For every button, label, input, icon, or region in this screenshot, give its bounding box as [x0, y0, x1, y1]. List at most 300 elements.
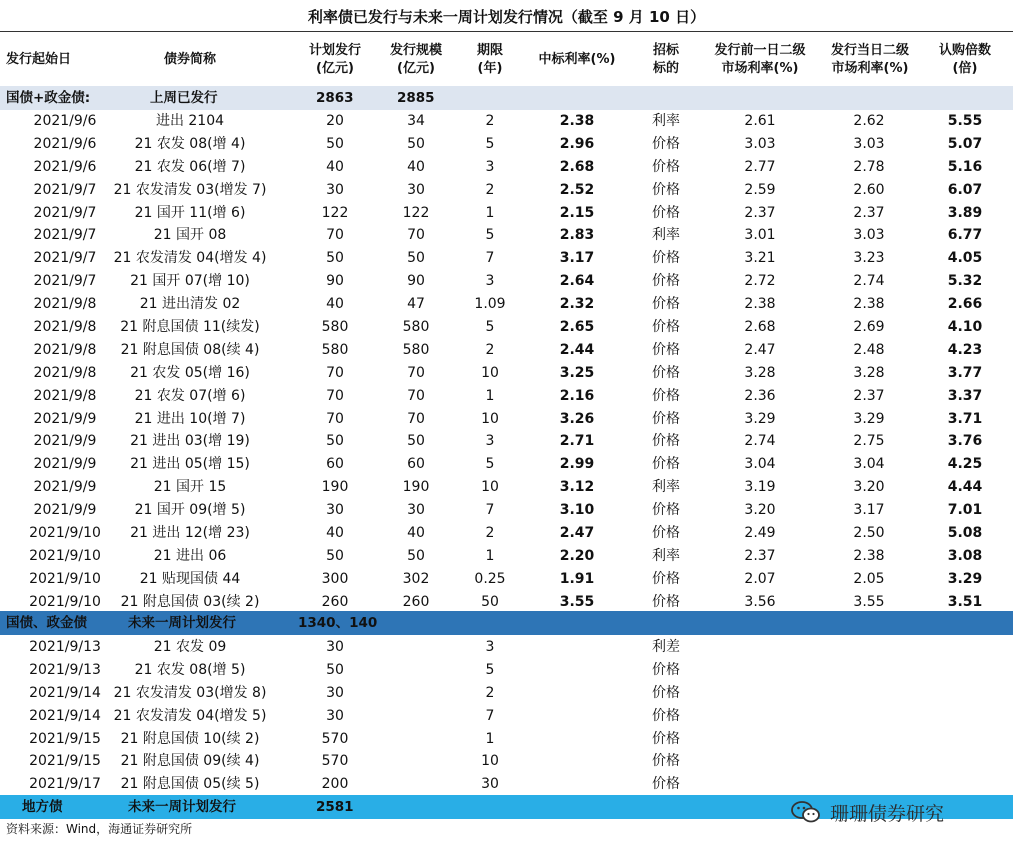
table-cell: 2	[485, 684, 495, 701]
header-issued: 发行规模 (亿元)	[389, 43, 442, 76]
table-cell: 3	[485, 158, 495, 175]
table-cell: 2021/9/14	[29, 707, 101, 724]
table-cell: 0.25	[474, 570, 506, 587]
table-cell: 2021/9/9	[33, 433, 97, 450]
table-cell: 30	[481, 776, 499, 793]
table-cell: 21 进出 05(增 15)	[130, 456, 250, 473]
table-cell: 21 附息国债 10(续 2)	[120, 730, 260, 747]
table-cell: 2.47	[559, 525, 595, 542]
table-row	[0, 476, 1013, 499]
table-cell: 30	[326, 707, 344, 724]
table-row	[0, 385, 1013, 408]
table-cell: 2021/9/14	[29, 684, 101, 701]
group-sub-label: 未来一周计划发行	[128, 799, 236, 815]
table-cell: 7	[485, 250, 495, 267]
table-cell: 30	[407, 181, 425, 198]
table-cell: 价格	[652, 158, 680, 175]
table-cell: 3.77	[947, 364, 983, 381]
table-cell: 50	[326, 433, 344, 450]
table-cell: 3.56	[744, 593, 776, 610]
table-cell: 21 农发 09	[153, 639, 227, 655]
table-cell: 3.71	[947, 410, 983, 427]
header-subscription-ratio: 认购倍数 (倍)	[938, 43, 991, 76]
table-cell: 2021/9/9	[33, 410, 97, 427]
table-cell: 2021/9/15	[29, 730, 101, 747]
table-cell: 1	[485, 387, 495, 404]
wechat-icon	[790, 800, 822, 824]
table-cell: 21 国开 07(增 10)	[130, 273, 250, 290]
table-cell: 3.55	[853, 593, 885, 610]
table-cell: 2021/9/10	[29, 593, 101, 610]
group-band-issued	[0, 86, 1013, 110]
table-cell: 1	[485, 730, 495, 747]
table-cell: 7	[485, 707, 495, 724]
table-cell: 5	[485, 227, 495, 244]
table-title: 利率债已发行与未来一周计划发行情况（截至 9 月 10 日）	[307, 8, 706, 26]
table-cell: 2.32	[559, 296, 595, 313]
table-cell: 122	[321, 204, 349, 221]
table-cell: 50	[326, 547, 344, 564]
table-row	[0, 202, 1013, 225]
table-cell: 3.03	[744, 135, 776, 152]
table-cell: 利率	[652, 479, 680, 496]
table-cell: 21 进出 12(增 23)	[130, 525, 250, 542]
table-cell: 2021/9/7	[33, 181, 97, 198]
table-cell: 30	[407, 502, 425, 519]
watermark	[790, 797, 944, 827]
table-cell: 2.37	[853, 387, 885, 404]
table-cell: 2.59	[744, 181, 776, 198]
table-cell: 2.47	[744, 341, 776, 358]
table-cell: 2.50	[853, 525, 885, 542]
table-cell: 3.04	[853, 456, 885, 473]
table-row	[0, 179, 1013, 202]
table-cell: 4.44	[947, 479, 983, 496]
table-cell: 70	[407, 227, 425, 244]
table-cell: 4.10	[947, 319, 983, 336]
table-cell: 50	[407, 250, 425, 267]
group-label: 国债+政金债:	[6, 90, 91, 106]
planned-rows	[0, 636, 1013, 796]
table-cell: 价格	[652, 776, 680, 793]
table-cell: 2.74	[853, 273, 885, 290]
table-cell: 3.26	[559, 410, 595, 427]
table-cell: 21 国开 11(增 6)	[134, 204, 246, 221]
table-cell: 580	[321, 341, 349, 358]
table-cell: 302	[402, 570, 430, 587]
table-cell: 70	[326, 387, 344, 404]
group-planned-total: 2581	[316, 799, 354, 815]
table-cell: 2.77	[744, 158, 776, 175]
table-cell: 2.69	[853, 319, 885, 336]
table-cell: 21 农发清发 03(增发 7)	[113, 181, 267, 198]
table-cell: 21 农发清发 04(增发 4)	[113, 250, 267, 267]
table-cell: 580	[402, 319, 430, 336]
table-row	[0, 316, 1013, 339]
table-row	[0, 133, 1013, 156]
table-cell: 3.23	[853, 250, 885, 267]
table-cell: 2021/9/17	[29, 776, 101, 793]
table-cell: 2.49	[744, 525, 776, 542]
table-row	[0, 773, 1013, 796]
table-cell: 2.07	[744, 570, 776, 587]
table-cell: 价格	[652, 341, 680, 358]
table-cell: 21 农发 08(增 4)	[134, 135, 246, 152]
table-cell: 2.83	[559, 227, 595, 244]
table-cell: 5.16	[947, 158, 983, 175]
table-cell: 价格	[652, 273, 680, 290]
table-row	[0, 408, 1013, 431]
table-cell: 5	[485, 661, 495, 678]
table-cell: 21 农发 06(增 7)	[134, 158, 246, 175]
table-cell: 4.25	[947, 456, 983, 473]
table-cell: 300	[321, 570, 349, 587]
header-rate-same-day: 发行当日二级 市场利率(%)	[830, 43, 909, 76]
table-cell: 50	[326, 661, 344, 678]
table-cell: 价格	[652, 410, 680, 427]
table-row	[0, 705, 1013, 728]
table-cell: 21 进出 06	[153, 547, 227, 564]
table-cell: 260	[321, 593, 349, 610]
table-row	[0, 659, 1013, 682]
table-row	[0, 545, 1013, 568]
table-cell: 190	[402, 479, 430, 496]
table-cell: 2.37	[744, 204, 776, 221]
header-rate-before: 发行前一日二级 市场利率(%)	[714, 43, 806, 76]
table-cell: 3.12	[559, 479, 595, 496]
table-cell: 21 国开 08	[153, 227, 227, 244]
table-cell: 价格	[652, 753, 680, 770]
table-cell: 6.07	[947, 181, 983, 198]
table-cell: 5	[485, 135, 495, 152]
table-cell: 价格	[652, 525, 680, 542]
header-winning-rate: 中标利率(%)	[538, 52, 616, 67]
table-cell: 2.71	[559, 433, 595, 450]
table-cell: 2.75	[853, 433, 885, 450]
table-cell: 21 农发清发 04(增发 5)	[113, 707, 267, 724]
table-cell: 3.03	[853, 227, 885, 244]
table-cell: 3.17	[853, 502, 885, 519]
table-cell: 价格	[652, 204, 680, 221]
table-cell: 570	[321, 753, 349, 770]
table-cell: 价格	[652, 250, 680, 267]
table-cell: 3.20	[853, 479, 885, 496]
issued-rows	[0, 110, 1013, 614]
table-cell: 2021/9/7	[33, 227, 97, 244]
table-cell: 3.04	[744, 456, 776, 473]
table-row	[0, 728, 1013, 751]
table-cell: 1	[485, 547, 495, 564]
table-cell: 190	[321, 479, 349, 496]
table-cell: 3	[485, 273, 495, 290]
table-cell: 2.72	[744, 273, 776, 290]
table-cell: 2.48	[853, 341, 885, 358]
table-cell: 价格	[652, 502, 680, 519]
table-cell: 2021/9/7	[33, 250, 97, 267]
table-cell: 47	[407, 296, 425, 313]
table-cell: 2.60	[853, 181, 885, 198]
table-cell: 21 进出 10(增 7)	[134, 410, 246, 427]
table-cell: 1.91	[559, 570, 595, 587]
table-cell: 3.01	[744, 227, 776, 244]
table-cell: 2021/9/8	[33, 387, 97, 404]
table-cell: 2.05	[853, 570, 885, 587]
table-cell: 21 农发 07(增 6)	[134, 387, 246, 404]
table-cell: 价格	[652, 456, 680, 473]
table-row	[0, 110, 1013, 133]
table-cell: 40	[407, 158, 425, 175]
table-cell: 2.61	[744, 113, 776, 129]
table-row	[0, 522, 1013, 545]
table-cell: 利差	[652, 639, 680, 655]
table-cell: 30	[326, 684, 344, 701]
table-cell: 利率	[652, 113, 680, 129]
table-cell: 2021/9/6	[33, 158, 97, 175]
table-row	[0, 682, 1013, 705]
table-cell: 2	[485, 525, 495, 542]
group-sub-label: 上周已发行	[150, 90, 218, 106]
table-cell: 2.78	[853, 158, 885, 175]
group-label: 国债、政金债	[6, 615, 87, 631]
table-row	[0, 339, 1013, 362]
table-cell: 40	[407, 525, 425, 542]
table-cell: 2.44	[559, 341, 595, 358]
table-cell: 2.38	[853, 547, 885, 564]
table-cell: 2021/9/10	[29, 570, 101, 587]
table-cell: 30	[326, 502, 344, 519]
table-cell: 50	[326, 135, 344, 152]
table-cell: 3.10	[559, 502, 595, 519]
table-cell: 2.62	[853, 113, 885, 129]
group-label: 地方债	[22, 799, 63, 815]
table-cell: 2021/9/10	[29, 547, 101, 564]
table-cell: 570	[321, 730, 349, 747]
table-cell: 2021/9/10	[29, 525, 101, 542]
table-cell: 2021/9/7	[33, 273, 97, 290]
table-cell: 4.05	[947, 250, 983, 267]
table-row	[0, 750, 1013, 773]
table-row	[0, 156, 1013, 179]
table-cell: 5	[485, 456, 495, 473]
table-cell: 2.52	[559, 181, 595, 198]
table-cell: 2.37	[744, 547, 776, 564]
table-cell: 2021/9/15	[29, 753, 101, 770]
table-cell: 2021/9/6	[33, 135, 97, 152]
table-cell: 21 附息国债 09(续 4)	[120, 753, 260, 770]
table-cell: 4.23	[947, 341, 983, 358]
source-note: 资料来源：Wind，海通证券研究所	[6, 822, 193, 836]
table-cell: 3	[485, 639, 495, 655]
table-cell: 2021/9/9	[33, 479, 97, 496]
table-cell: 3.03	[853, 135, 885, 152]
watermark-text: 珊珊债券研究	[830, 802, 945, 825]
table-cell: 2021/9/8	[33, 341, 97, 358]
table-cell: 580	[402, 341, 430, 358]
table-row	[0, 362, 1013, 385]
table-cell: 2.74	[744, 433, 776, 450]
title-rule	[0, 31, 1013, 32]
table-cell: 2.64	[559, 273, 595, 290]
table-cell: 3.55	[559, 593, 595, 610]
table-cell: 3.28	[853, 364, 885, 381]
table-cell: 5.08	[947, 525, 983, 542]
table-cell: 10	[481, 410, 499, 427]
table-cell: 3.29	[853, 410, 885, 427]
group-planned-total: 2863	[316, 90, 354, 106]
table-cell: 价格	[652, 181, 680, 198]
table-cell: 21 农发 05(增 16)	[130, 364, 250, 381]
table-cell: 21 附息国债 08(续 4)	[120, 341, 260, 358]
table-row	[0, 568, 1013, 591]
table-cell: 价格	[652, 135, 680, 152]
table-cell: 10	[481, 753, 499, 770]
table-cell: 34	[407, 113, 425, 129]
table-cell: 2	[485, 113, 495, 129]
table-cell: 70	[407, 410, 425, 427]
table-cell: 3.28	[744, 364, 776, 381]
table-cell: 3.51	[947, 593, 983, 610]
table-cell: 3	[485, 433, 495, 450]
table-cell: 21 附息国债 05(续 5)	[120, 776, 260, 793]
header-start-date: 发行起始日	[6, 52, 72, 67]
table-cell: 2021/9/6	[33, 113, 97, 129]
table-cell: 2021/9/8	[33, 296, 97, 313]
table-cell: 122	[402, 204, 430, 221]
table-cell: 7	[485, 502, 495, 519]
table-row	[0, 499, 1013, 522]
table-cell: 5.32	[947, 273, 983, 290]
group-planned-total: 1340、140	[298, 615, 378, 631]
table-cell: 5.07	[947, 135, 983, 152]
table-cell: 5.55	[947, 113, 983, 129]
table-row	[0, 247, 1013, 270]
table-cell: 2.20	[559, 547, 595, 564]
table-cell: 70	[407, 364, 425, 381]
table-cell: 价格	[652, 730, 680, 747]
table-cell: 30	[326, 181, 344, 198]
table-cell: 价格	[652, 387, 680, 404]
table-cell: 利率	[652, 227, 680, 244]
table-cell: 3.19	[744, 479, 776, 496]
table-header	[0, 34, 1013, 86]
table-cell: 价格	[652, 707, 680, 724]
table-cell: 2	[485, 341, 495, 358]
table-cell: 60	[407, 456, 425, 473]
table-row	[0, 430, 1013, 453]
table-row	[0, 270, 1013, 293]
table-cell: 21 农发清发 03(增发 8)	[113, 684, 267, 701]
table-cell: 2.68	[559, 158, 595, 175]
table-cell: 5	[485, 319, 495, 336]
table-cell: 3.20	[744, 502, 776, 519]
table-cell: 3.89	[947, 204, 983, 221]
table-cell: 利率	[652, 547, 680, 564]
table-cell: 2.66	[947, 296, 983, 313]
table-cell: 260	[402, 593, 430, 610]
table-cell: 70	[407, 387, 425, 404]
group-issued-total: 2885	[397, 90, 435, 106]
table-cell: 50	[407, 135, 425, 152]
table-cell: 3.08	[947, 547, 983, 564]
table-cell: 40	[326, 296, 344, 313]
table-cell: 2.65	[559, 319, 595, 336]
table-cell: 21 进出清发 02	[139, 296, 241, 313]
table-cell: 20	[326, 113, 344, 129]
group-band-planned	[0, 611, 1013, 635]
table-cell: 50	[326, 250, 344, 267]
table-cell: 价格	[652, 319, 680, 336]
table-cell: 进出 2104	[155, 113, 225, 129]
table-cell: 2021/9/13	[29, 639, 101, 655]
table-cell: 2.38	[853, 296, 885, 313]
table-cell: 70	[326, 364, 344, 381]
table-cell: 2021/9/9	[33, 456, 97, 473]
table-cell: 2	[485, 181, 495, 198]
table-cell: 3.17	[559, 250, 595, 267]
table-cell: 2.36	[744, 387, 776, 404]
table-cell: 60	[326, 456, 344, 473]
table-row	[0, 636, 1013, 659]
table-cell: 2.16	[559, 387, 595, 404]
table-cell: 2.99	[559, 456, 595, 473]
table-cell: 价格	[652, 570, 680, 587]
table-cell: 50	[407, 547, 425, 564]
table-cell: 90	[407, 273, 425, 290]
table-cell: 2.38	[559, 113, 595, 129]
header-planned: 计划发行 (亿元)	[308, 43, 361, 76]
table-cell: 2.68	[744, 319, 776, 336]
table-cell: 21 国开 09(增 5)	[134, 502, 246, 519]
table-cell: 21 贴现国债 44	[139, 570, 241, 587]
table-cell: 2021/9/8	[33, 319, 97, 336]
table-cell: 50	[407, 433, 425, 450]
table-cell: 70	[326, 410, 344, 427]
table-cell: 6.77	[947, 227, 983, 244]
table-cell: 价格	[652, 296, 680, 313]
table-cell: 70	[326, 227, 344, 244]
table-cell: 2021/9/7	[33, 204, 97, 221]
table-cell: 2.15	[559, 204, 595, 221]
table-cell: 200	[321, 776, 349, 793]
table-cell: 21 附息国债 11(续发)	[120, 319, 260, 336]
table-row	[0, 224, 1013, 247]
table-cell: 3.37	[947, 387, 983, 404]
table-cell: 580	[321, 319, 349, 336]
table-cell: 2021/9/8	[33, 364, 97, 381]
table-cell: 3.29	[744, 410, 776, 427]
table-cell: 价格	[652, 593, 680, 610]
table-cell: 3.21	[744, 250, 776, 267]
table-cell: 10	[481, 479, 499, 496]
table-cell: 价格	[652, 661, 680, 678]
table-cell: 价格	[652, 433, 680, 450]
table-cell: 30	[326, 639, 344, 655]
table-cell: 2021/9/13	[29, 661, 101, 678]
header-bid-target: 招标 标的	[652, 43, 679, 76]
table-cell: 40	[326, 525, 344, 542]
table-cell: 90	[326, 273, 344, 290]
table-cell: 2021/9/9	[33, 502, 97, 519]
table-row	[0, 293, 1013, 316]
header-term: 期限 (年)	[476, 43, 503, 76]
table-cell: 3.76	[947, 433, 983, 450]
table-cell: 10	[481, 364, 499, 381]
table-cell: 7.01	[947, 502, 983, 519]
table-cell: 21 国开 15	[153, 479, 227, 496]
table-cell: 21 农发 08(增 5)	[134, 661, 246, 678]
table-cell: 2.96	[559, 135, 595, 152]
table-cell: 3.25	[559, 364, 595, 381]
